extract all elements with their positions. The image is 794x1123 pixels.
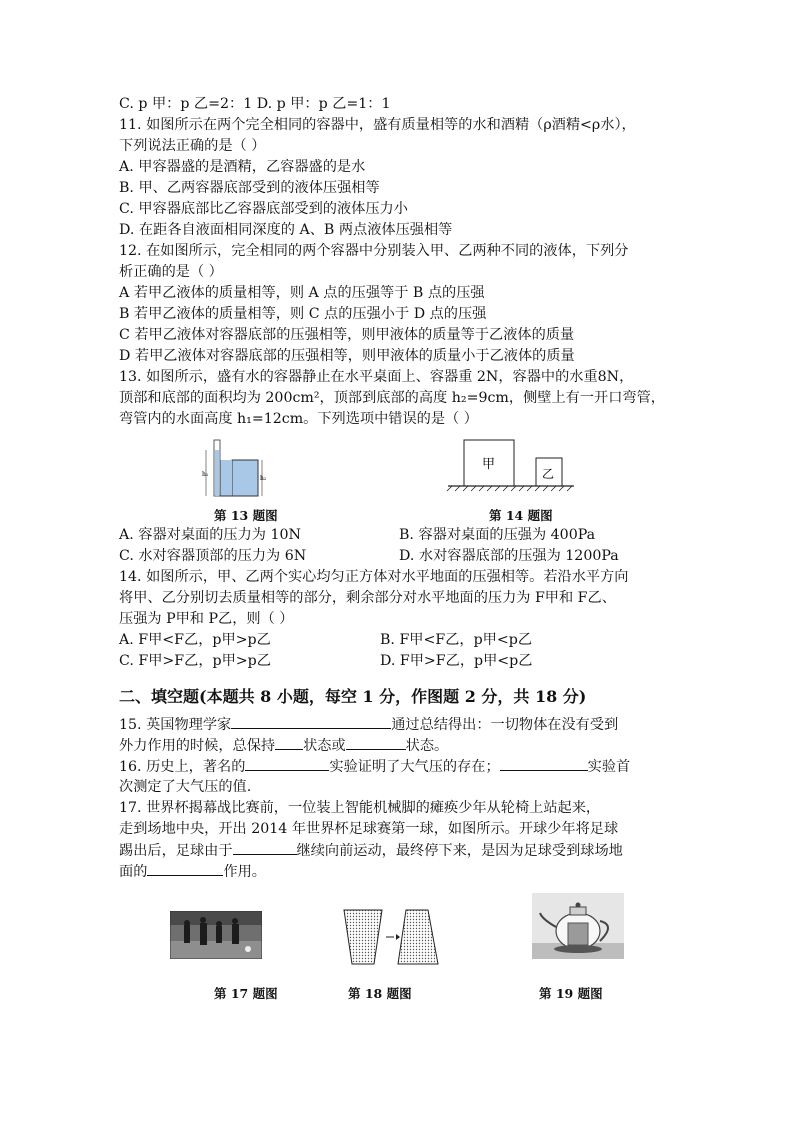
q15-text-2: 通过总结得出：一切物体在没有受到 bbox=[391, 717, 619, 733]
q11-option-a: A. 甲容器盛的是酒精，乙容器盛的是水 bbox=[119, 159, 366, 175]
fig13-caption: 第 13 题图 bbox=[214, 508, 278, 523]
fig18-caption: 第 18 题图 bbox=[348, 986, 412, 1001]
q12-option-b: B 若甲乙液体的质量相等，则 C 点的压强小于 D 点的压强 bbox=[119, 306, 487, 322]
q11-stem: 11. 如图所示在两个完全相同的容器中，盛有质量相等的水和酒精（ρ酒精<ρ水）， bbox=[119, 117, 636, 133]
fig14-label-jia: 甲 bbox=[482, 457, 496, 472]
q16-line-2: 次测定了大气压的值. bbox=[119, 779, 252, 795]
q13-option-a: A. 容器对桌面的压力为 10N bbox=[119, 527, 301, 543]
q12-option-c: C 若甲乙液体对容器底部的压强相等，则甲液体的质量等于乙液体的质量 bbox=[119, 327, 575, 343]
q11-option-d: D. 在距各自液面相同深度的 A、B 两点液体压强相等 bbox=[119, 222, 453, 238]
q15-blank-3[interactable] bbox=[346, 735, 406, 750]
q16-text-2: 实验证明了大气压的存在； bbox=[329, 759, 500, 775]
q17-line-4 bbox=[119, 861, 266, 883]
q16-blank-2[interactable] bbox=[500, 756, 588, 771]
q13-stem-2: 顶部和底部的面积均为 200cm²，顶部到底部的高度 h₂=9cm，侧壁上有一开口弯管， bbox=[119, 390, 665, 406]
q12-option-d: D 若甲乙液体对容器底部的压强相等，则甲液体的质量小于乙液体的质量 bbox=[119, 348, 575, 364]
fig13-container-diagram bbox=[198, 436, 268, 506]
q13-option-b: B. 容器对桌面的压强为 400Pa bbox=[399, 527, 596, 543]
q17-text-1: 踢出后，足球由于 bbox=[119, 843, 233, 859]
fig17-soccer-photo bbox=[170, 911, 262, 959]
q11-option-b: B. 甲、乙两容器底部受到的液体压强相等 bbox=[119, 180, 380, 196]
fig19-caption: 第 19 题图 bbox=[539, 986, 603, 1001]
q10-options-cd: C. p 甲：p 乙=2：1 D. p 甲：p 乙=1：1 bbox=[119, 96, 391, 112]
q13-stem-3: 弯管内的水面高度 h₁=12cm。下列选项中错误的是（ ） bbox=[119, 411, 478, 427]
q17-line-2: 走到场地中央，开出 2014 年世界杯足球赛第一球，如图所示。开球少年将足球 bbox=[119, 821, 619, 837]
q13-option-c: C. 水对容器顶部的压力为 6N bbox=[119, 548, 307, 564]
fig14-caption: 第 14 题图 bbox=[489, 508, 553, 523]
q17-text-3: 面的 bbox=[119, 864, 148, 880]
q15-blank-1[interactable] bbox=[231, 714, 391, 729]
q17-line-3 bbox=[119, 840, 623, 862]
q13-option-d: D. 水对容器底部的压强为 1200Pa bbox=[399, 548, 619, 564]
q14-option-b: B. F甲<F乙，p甲<p乙 bbox=[380, 632, 533, 648]
q17-line-1: 17. 世界杯揭幕战比赛前，一位装上智能机械脚的瘫痪少年从轮椅上站起来， bbox=[119, 800, 601, 816]
q15-line-1 bbox=[119, 714, 618, 736]
q15-text-1: 15. 英国物理学家 bbox=[119, 717, 232, 733]
q14-stem-2: 将甲、乙分别切去质量相等的部分，剩余部分对水平地面的压力为 F甲和 F乙、 bbox=[119, 590, 616, 606]
q16-text-1: 16. 历史上，著名的 bbox=[119, 759, 246, 775]
q16-blank-1[interactable] bbox=[245, 756, 329, 771]
fig13-h1-label: h₁ bbox=[202, 471, 209, 478]
q12-stem: 12. 在如图所示，完全相同的两个容器中分别装入甲、乙两种不同的液体，下列分 bbox=[119, 243, 629, 259]
q15-text-5: 状态。 bbox=[405, 738, 449, 754]
q17-blank-1[interactable] bbox=[233, 840, 297, 855]
q16-line-1 bbox=[119, 756, 630, 778]
fig18-containers-diagram bbox=[340, 906, 444, 966]
q15-text-3: 外力作用的时候，总保持 bbox=[119, 738, 276, 754]
q17-text-2: 继续向前运动，最终停下来，是因为足球受到球场地 bbox=[296, 843, 623, 859]
fig14-label-yi: 乙 bbox=[542, 467, 555, 481]
q17-text-4: 作用。 bbox=[223, 864, 266, 880]
q17-blank-2[interactable] bbox=[147, 861, 223, 876]
q14-stem: 14. 如图所示，甲、乙两个实心均匀正方体对水平地面的压强相等。若沿水平方向 bbox=[119, 569, 629, 585]
q14-stem-3: 压强为 P甲和 P乙，则（ ） bbox=[119, 611, 294, 627]
q14-option-d: D. F甲>F乙，p甲<p乙 bbox=[380, 653, 533, 669]
fig13-h2-label: h₂ bbox=[260, 475, 267, 482]
q12-option-a: A 若甲乙液体的质量相等，则 A 点的压强等于 B 点的压强 bbox=[119, 285, 485, 301]
q14-option-c: C. F甲>F乙，p甲>p乙 bbox=[119, 653, 271, 669]
q15-blank-2[interactable] bbox=[275, 735, 303, 750]
fig19-teapot-photo bbox=[532, 893, 624, 959]
q14-option-a: A. F甲<F乙，p甲>p乙 bbox=[119, 632, 271, 648]
q12-stem-2: 析正确的是（ ） bbox=[119, 264, 223, 280]
q15-text-4: 状态或 bbox=[303, 738, 346, 754]
section-title-fill-in: 二、填空题(本题共 8 小题，每空 1 分，作图题 2 分，共 18 分) bbox=[119, 687, 587, 706]
q11-option-c: C. 甲容器底部比乙容器底部受到的液体压力小 bbox=[119, 201, 408, 217]
q13-stem: 13. 如图所示，盛有水的容器静止在水平桌面上、容器重 2N，容器中的水重8N， bbox=[119, 369, 634, 385]
q16-text-3: 实验首 bbox=[587, 759, 631, 775]
q15-line-2 bbox=[119, 735, 448, 757]
q11-stem-2: 下列说法正确的是（ ） bbox=[119, 138, 266, 154]
fig14-cubes-diagram bbox=[446, 436, 576, 496]
fig17-caption: 第 17 题图 bbox=[214, 986, 278, 1001]
